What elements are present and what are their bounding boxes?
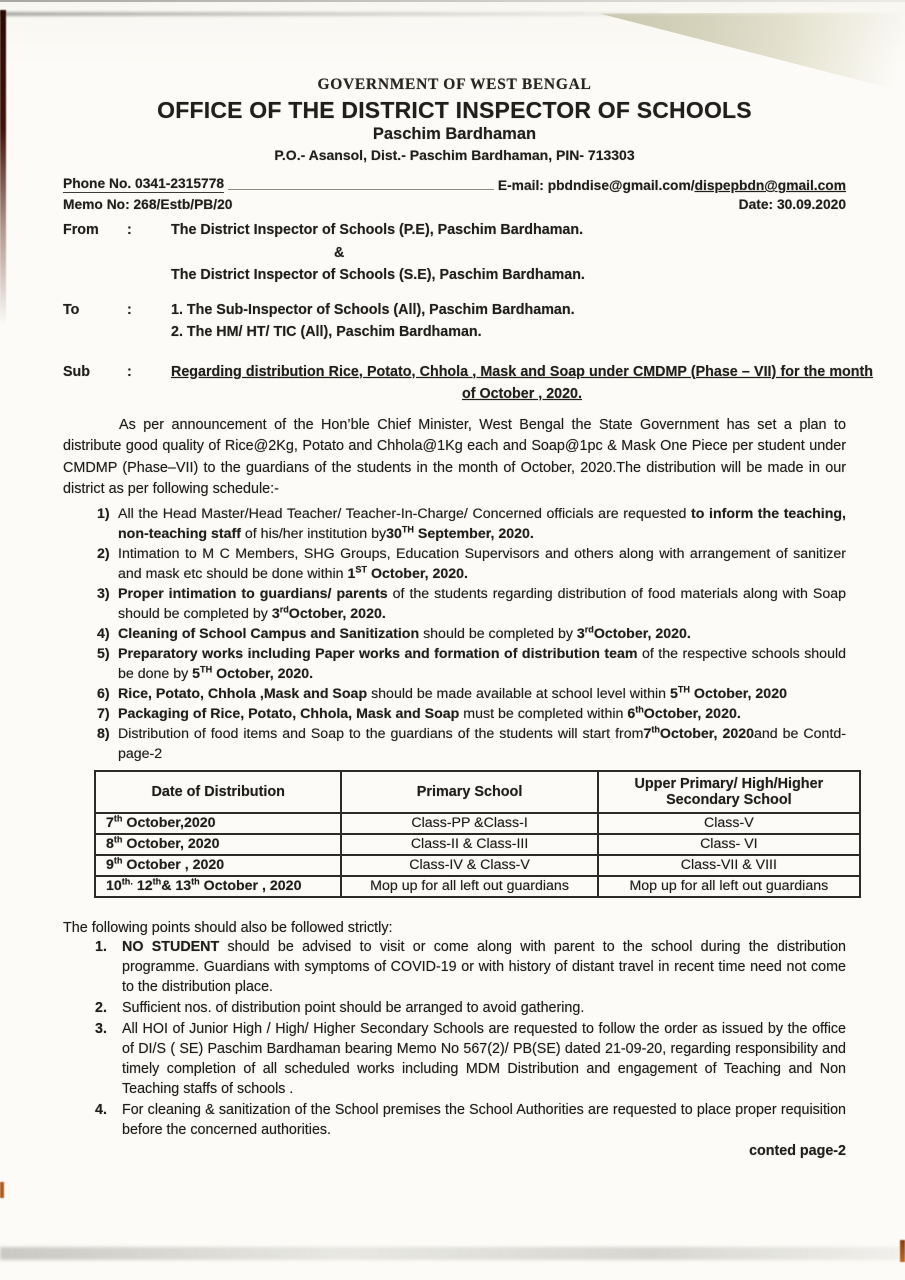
schedule-item bbox=[97, 504, 846, 544]
table-header-cell: Date of Distribution bbox=[95, 771, 341, 813]
table-header-cell: Upper Primary/ High/Higher Secondary School bbox=[598, 771, 860, 813]
office-address: P.O.- Asansol, Dist.- Paschim Bardhaman, PIN- 713303 bbox=[274, 147, 635, 163]
list-text: Intimation to M C Members, SHG Groups, Education Supervisors and others along with arrangement of sanitizer and mask etc should be done within 1ST October, 2020. bbox=[118, 545, 846, 582]
contact-row bbox=[63, 176, 846, 193]
ampersand: & bbox=[334, 244, 345, 261]
table-header-row bbox=[95, 771, 860, 813]
schedule-item bbox=[97, 544, 846, 584]
subject-line-1: Regarding distribution Rice, Potato, Chhola , Mask and Soap under CMDMP (Phase – VII) for the month bbox=[171, 363, 873, 380]
list-text: Distribution of food items and Soap to the guardians of the students will start from7thOctober, 2020and be Contd-page-2 bbox=[118, 723, 846, 762]
header-divider-line bbox=[228, 180, 494, 190]
table-cell: Class- VI bbox=[598, 834, 860, 855]
table-cell: 7th October,2020 bbox=[95, 813, 341, 834]
point-item bbox=[95, 1019, 846, 1099]
list-text: For cleaning & sanitization of the School premises the School Authorities are requested to place proper requisition before the concerned authorities. bbox=[122, 1101, 846, 1138]
to-label: To bbox=[63, 301, 80, 318]
memo-number: Memo No: 268/Estb/PB/20 bbox=[63, 197, 233, 212]
schedule-item bbox=[97, 584, 846, 624]
table-cell: Class-V bbox=[598, 813, 860, 834]
intro-paragraph: As per announcement of the Hon’ble Chief Minister, West Bengal the State Government has set a plan to distribute good quality of Rice@2Kg, Potato and Chhola@1Kg each and Soap@1pc & Mask One Piece per student under CMDMP (Phase–VII) to the guardians of the students in the month of October, 2020.The distribution will be made in our district as per following schedule:- bbox=[63, 416, 846, 497]
list-number: 4. bbox=[95, 1101, 107, 1118]
table-row bbox=[95, 876, 860, 897]
point-item bbox=[95, 1100, 846, 1140]
to-line-2: 2. The HM/ HT/ TIC (All), Paschim Bardhaman. bbox=[171, 324, 482, 340]
table-cell: Class-II & Class-III bbox=[341, 834, 597, 855]
points-list bbox=[63, 937, 846, 1140]
list-number: 2. bbox=[95, 999, 107, 1016]
from-block bbox=[63, 219, 846, 287]
point-item bbox=[95, 937, 846, 997]
government-title: GOVERNMENT OF WEST BENGAL bbox=[317, 76, 592, 93]
table-cell: Class-IV & Class-V bbox=[341, 855, 597, 876]
email-address bbox=[498, 178, 846, 193]
list-number: 7) bbox=[97, 705, 110, 722]
list-number: 3. bbox=[95, 1020, 107, 1037]
schedule-item bbox=[97, 684, 846, 704]
table-cell: $10^{th.}$ 12th& 13th October , 2020 bbox=[95, 876, 341, 897]
subject-lines bbox=[171, 361, 873, 406]
table-cell: Class-VII & VIII bbox=[598, 855, 860, 876]
from-label: From bbox=[63, 222, 99, 238]
email-prefix: E-mail: pbdndise@gmail.com/ bbox=[497, 178, 695, 193]
list-text: NO STUDENT should be advised to visit or come along with parent to the school during the distribution programme. Guardians with symptoms of COVID-19 or with history of distant travel in recent time need not come to the distribution place. bbox=[122, 938, 846, 995]
list-text: All the Head Master/Head Teacher/ Teacher-In-Charge/ Concerned officials are requested to inform the teaching, non-teaching staff of his/her institution by30TH September, 2020. bbox=[118, 505, 846, 542]
continuation-note: conted page-2 bbox=[749, 1142, 846, 1159]
to-lines bbox=[171, 299, 846, 344]
list-number: 2) bbox=[97, 545, 110, 562]
district-name: Paschim Bardhaman bbox=[372, 125, 537, 143]
from-line-1: The District Inspector of Schools (P.E), Paschim Bardhaman. bbox=[171, 222, 584, 238]
from-colon: : bbox=[127, 222, 132, 238]
from-lines bbox=[171, 219, 846, 287]
list-text: Sufficient nos. of distribution point should be arranged to avoid gathering. bbox=[122, 999, 585, 1016]
list-number: 6) bbox=[97, 685, 110, 702]
list-number: 5) bbox=[97, 645, 110, 662]
subject-label: Sub bbox=[63, 363, 91, 380]
point-item bbox=[95, 998, 846, 1018]
list-text: Preparatory works including Paper works and formation of distribution team of the respective schools should be done by 5TH October, 2020. bbox=[118, 645, 847, 682]
to-line-1: 1. The Sub-Inspector of Schools (All), Paschim Bardhaman. bbox=[171, 301, 575, 318]
to-block bbox=[63, 299, 846, 344]
subject-colon: : bbox=[127, 363, 132, 380]
list-text: Proper intimation to guardians/ parents of the students regarding distribution of food materials along with Soap should be completed by 3rdOctober, 2020. bbox=[118, 585, 846, 622]
points-intro: The following points should also be followed strictly: bbox=[63, 919, 393, 936]
table-cell: Class-PP &Class-I bbox=[341, 813, 597, 834]
phone-number: Phone No. 0341-2315778 bbox=[63, 176, 225, 191]
list-number: 1) bbox=[97, 505, 110, 522]
table-header-cell: Primary School bbox=[341, 771, 597, 813]
subject-block bbox=[63, 361, 873, 406]
table-row bbox=[95, 855, 860, 876]
list-text: Rice, Potato, Chhola ,Mask and Soap should be made available at school level within 5TH October, 2020 bbox=[118, 683, 787, 702]
distribution-table bbox=[94, 770, 861, 898]
table-row bbox=[95, 834, 860, 855]
email-link[interactable]: dispepbdn@gmail.com bbox=[694, 178, 846, 193]
from-line-2: The District Inspector of Schools (S.E), Paschim Bardhaman. bbox=[171, 267, 585, 283]
table-cell: 8th October, 2020 bbox=[95, 834, 341, 855]
memo-row bbox=[63, 197, 846, 212]
schedule-item bbox=[97, 624, 846, 644]
office-title: OFFICE OF THE DISTRICT INSPECTOR OF SCHOOLS bbox=[157, 97, 752, 123]
table-cell: 9th October , 2020 bbox=[95, 855, 341, 876]
table-cell: Mop up for all left out guardians bbox=[598, 876, 860, 897]
list-text: All HOI of Junior High / High/ Higher Secondary Schools are requested to follow the order as issued by the office of DI/S ( SE) Paschim Bardhaman bearing Memo No 567(2)/ PB(SE) dated 21-09-20, regarding responsibility and timely completion of all scheduled works including MDM Distribution and engagement of Teaching and Non Teaching staffs of schools . bbox=[122, 1020, 846, 1097]
list-number: 1. bbox=[95, 938, 107, 955]
table-cell: Mop up for all left out guardians bbox=[341, 876, 597, 897]
subject-line-2: of October , 2020. bbox=[462, 386, 582, 402]
schedule-item bbox=[97, 704, 846, 724]
list-number: 8) bbox=[97, 725, 110, 742]
list-number: 3) bbox=[97, 585, 110, 602]
list-number: 4) bbox=[97, 625, 110, 642]
to-colon: : bbox=[127, 301, 132, 318]
table-body bbox=[95, 813, 860, 897]
schedule-item bbox=[97, 724, 846, 764]
schedule-item bbox=[97, 644, 846, 684]
letterhead bbox=[63, 76, 846, 163]
list-text: Packaging of Rice, Potato, Chhola, Mask and Soap must be completed within 6thOctober, 2020. bbox=[118, 703, 741, 722]
table-row bbox=[95, 813, 860, 834]
list-text: Cleaning of School Campus and Sanitization should be completed by 3rdOctober, 2020. bbox=[118, 623, 691, 642]
schedule-list bbox=[63, 504, 846, 764]
letter-date: Date: 30.09.2020 bbox=[738, 197, 846, 212]
